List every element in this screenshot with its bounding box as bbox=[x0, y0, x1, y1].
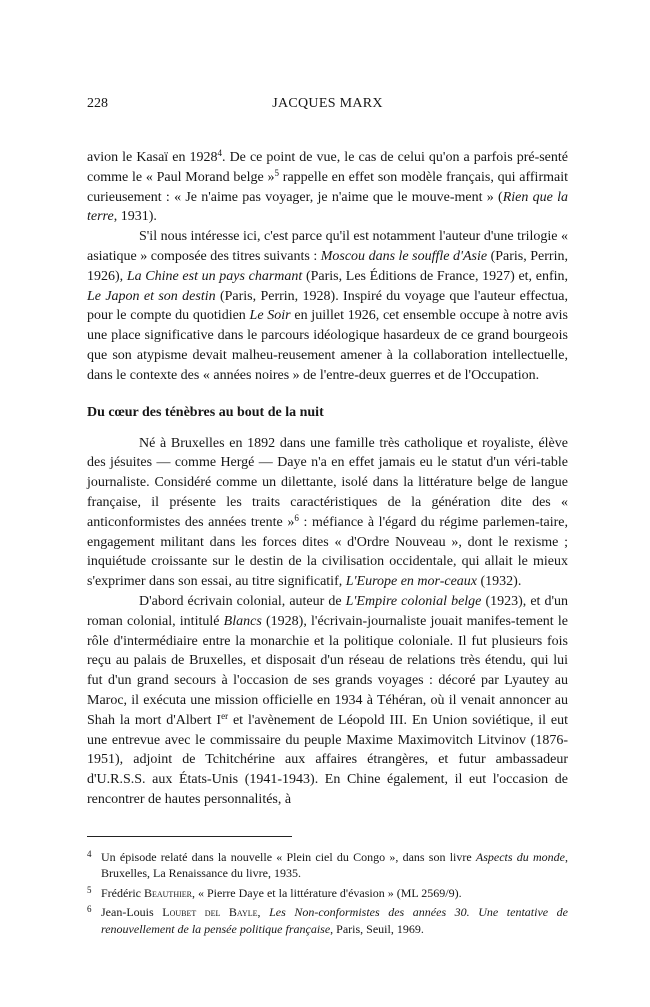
text-run: D'abord écrivain colonial, auteur de bbox=[139, 593, 346, 609]
author-name: Loubet del Bayle bbox=[162, 905, 258, 920]
paragraph-4 bbox=[87, 592, 568, 810]
text-run: Un épisode relaté dans la nouvelle « Plein ciel du Congo », dans son livre bbox=[101, 849, 476, 864]
text-run: et l'avènement de Léopold III. En Union soviétique, il eut une entrevue avec le commissaire du peuple Maxime Maximovitch Litvinov (1876-1951), adjoint de Tchitchérine aux affaires étrangères, et futur ambassadeur d'U.R.S.S. aux États-Unis (1941-1943). En Chine également, il eut l'occasion de rencontrer de hautes personnalités, à bbox=[87, 712, 568, 807]
footnote-6 bbox=[87, 904, 568, 937]
paragraph-3 bbox=[87, 434, 568, 592]
text-run: S'il nous intéresse ici, c'est parce qu'il est notamment l'auteur d'une trilogie « asiatique » composée des titres suivants : bbox=[87, 229, 569, 264]
text-run: (1923), et d'un roman colonial, intitulé bbox=[87, 593, 568, 629]
book-title: Blancs bbox=[223, 613, 262, 629]
footnote-text bbox=[101, 885, 568, 902]
text-run: Né à Bruxelles en 1892 dans une famille très catholique et royaliste, élève des jésuites — comme Hergé — Daye n'a en effet jamais eu le statut d'un véri-table journaliste. Considéré comme un dilettante, isolé dans la littérature belge de langue française, il présente les traits caractéristiques de la génération dite des « anticonformistes des années trente » bbox=[87, 435, 568, 530]
text-run: Jean-Louis bbox=[101, 905, 163, 920]
text-run: (Paris, Perrin, 1926), bbox=[87, 248, 568, 284]
footnote-4 bbox=[87, 849, 568, 882]
book-title: Les Non-conformistes des années 30. Une tentative de renouvellement de la pensée politique française bbox=[101, 905, 569, 937]
book-title: Rien que la terre bbox=[87, 189, 568, 225]
footnote-divider bbox=[87, 836, 292, 837]
body-text bbox=[87, 148, 568, 810]
footnote-ref-6[interactable]: 6 bbox=[294, 512, 299, 523]
footnote-5 bbox=[87, 885, 568, 902]
book-title: Moscou dans le souffle d'Asie bbox=[320, 248, 488, 264]
text-run: (1928), l'écrivain-journaliste jouait manifes-tement le rôle d'intermédiaire entre la monarchie et la politique coloniale. Il fut plusieurs fois reçu au palais de Bruxelles, et disposait d'un réseau de relations très étendu, qui lui fut d'un grand secours à l'occasion de ses grands voyages : décoré par Lyautey au Maroc, il exécuta une mission officielle en 1934 à Téhéran, où il venait annoncer au Shah la mort d'Albert I bbox=[87, 613, 568, 728]
footnote-text bbox=[101, 904, 568, 937]
footnote-text bbox=[101, 849, 568, 882]
footnote-number: 5 bbox=[87, 884, 92, 895]
book-title: Aspects du monde bbox=[475, 849, 565, 864]
running-title: JACQUES MARX bbox=[272, 96, 383, 111]
text-run: . De ce point de vue, le cas de celui qu'on a parfois pré-senté comme le « Paul Morand belge » bbox=[87, 150, 568, 185]
text-run: : méfiance à l'égard du régime parlemen-taire, engagement militant dans les forces dites « d'Ordre Nouveau », dont le rexisme ; inquiétude croissante sur le destin de la civilisation occidentale, qui allait le mieux s'exprimer dans son essai, au titre significatif, bbox=[87, 514, 568, 590]
text-run: , Paris, Seuil, 1969. bbox=[330, 922, 424, 937]
footnote-number: 6 bbox=[87, 904, 92, 915]
text-run: , « Pierre Daye et la littérature d'évasion » (ML 2569/9). bbox=[191, 885, 462, 900]
text-run: , bbox=[257, 905, 270, 920]
page-number: 228 bbox=[87, 96, 108, 111]
text-run: Frédéric bbox=[101, 885, 144, 900]
text-run: , Bruxelles, La Renaissance du livre, 1935. bbox=[101, 849, 568, 881]
book-title: Le Japon et son destin bbox=[87, 288, 216, 304]
text-run: , 1931). bbox=[113, 209, 157, 225]
book-title: La Chine est un pays charmant bbox=[126, 268, 303, 284]
book-page bbox=[87, 96, 568, 941]
running-head bbox=[87, 96, 568, 116]
paragraph-2 bbox=[87, 227, 568, 385]
text-run: (Paris, Les Éditions de France, 1927) et, enfin, bbox=[302, 268, 568, 284]
text-run: (Paris, Perrin, 1928). Inspiré du voyage que l'auteur effectua, pour le compte du quotidien bbox=[87, 288, 568, 324]
newspaper-title: Le Soir bbox=[249, 308, 291, 324]
text-run: (1932). bbox=[477, 574, 522, 590]
footnote-number: 4 bbox=[87, 848, 92, 859]
book-title: L'Empire colonial belge bbox=[345, 593, 482, 609]
section-heading: Du cœur des ténèbres au bout de la nuit bbox=[87, 404, 324, 420]
footnote-ref-5[interactable]: 5 bbox=[274, 167, 280, 178]
text-run: en juillet 1926, cet ensemble occupe à notre avis une place significative dans le parcours idéologique hasardeux de ce grand bourgeois que son atypisme devait malheu-reusement amener à la collaboration intellectuelle, dans le contexte des « années noires » de l'entre-deux guerres et de l'Occupation. bbox=[87, 308, 568, 383]
text-run: avion le Kasaï en 1928 bbox=[87, 150, 218, 165]
book-title: L'Europe en mor-ceaux bbox=[345, 574, 478, 590]
footnote-ref-4[interactable]: 4 bbox=[217, 148, 223, 158]
footnotes bbox=[87, 849, 568, 938]
ordinal-superscript: er bbox=[221, 710, 229, 721]
text-run: rappelle en effet son modèle français, qui affirmait curieusement : « Je n'aime pas voyager, je n'aime que le mouve-ment » ( bbox=[87, 169, 568, 205]
author-name: Beauthier bbox=[143, 885, 192, 900]
paragraph-1 bbox=[87, 148, 568, 227]
